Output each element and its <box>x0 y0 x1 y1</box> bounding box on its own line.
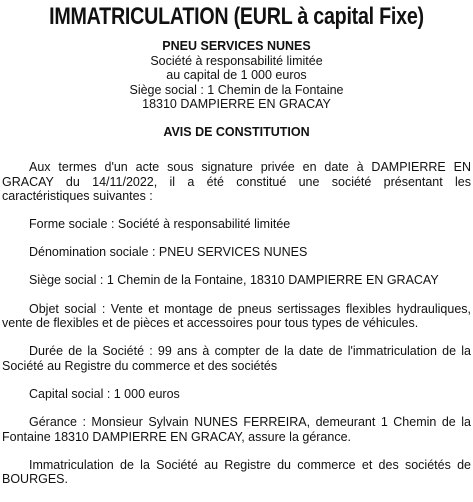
company-legal-form: Société à responsabilité limitée <box>150 53 323 68</box>
paragraph-intro: Aux termes d'un acte sous signature privée en date à DAMPIERRE EN GRACAY du 14/11/2022, il a été constitué une société présentant les caractéristiques suivantes : <box>2 160 471 204</box>
paragraph-duration: Durée de la Société : 99 ans à compter de la date de l'immatriculation de la Société au Registre du commerce et des sociétés <box>2 344 471 373</box>
legal-notice-page <box>0 3 473 502</box>
company-header <box>2 39 471 112</box>
paragraph-purpose: Objet social : Vente et montage de pneus sertissages flexibles hydrauliques, vente de flexibles et de pièces et accessoires pour tous types de véhicules. <box>2 301 471 331</box>
notice-body <box>2 160 471 487</box>
paragraph-management: Gérance : Monsieur Sylvain NUNES FERREIRA, demeurant 1 Chemin de la Fontaine 18310 DAMPIERRE EN GRACAY, assure la gérance. <box>2 415 471 444</box>
company-address: Siège social : 1 Chemin de la Fontaine <box>129 82 344 97</box>
company-name: PNEU SERVICES NUNES <box>162 39 311 53</box>
paragraph-capital: Capital social : 1 000 euros <box>29 386 180 401</box>
notice-title: IMMATRICULATION (EURL à capital Fixe) <box>49 3 424 30</box>
paragraph-legal-form: Forme sociale : Société à responsabilité limitée <box>29 217 291 232</box>
paragraph-head-office: Siège social : 1 Chemin de la Fontaine, 18310 DAMPIERRE EN GRACAY <box>29 273 439 288</box>
paragraph-company-name: Dénomination sociale : PNEU SERVICES NUNES <box>29 245 308 260</box>
section-title: AVIS DE CONSTITUTION <box>163 124 310 139</box>
company-capital: au capital de 1 000 euros <box>166 68 307 82</box>
company-city: 18310 DAMPIERRE EN GRACAY <box>142 97 331 111</box>
paragraph-registration: Immatriculation de la Société au Registre du commerce et des sociétés de BOURGES. <box>2 457 471 487</box>
